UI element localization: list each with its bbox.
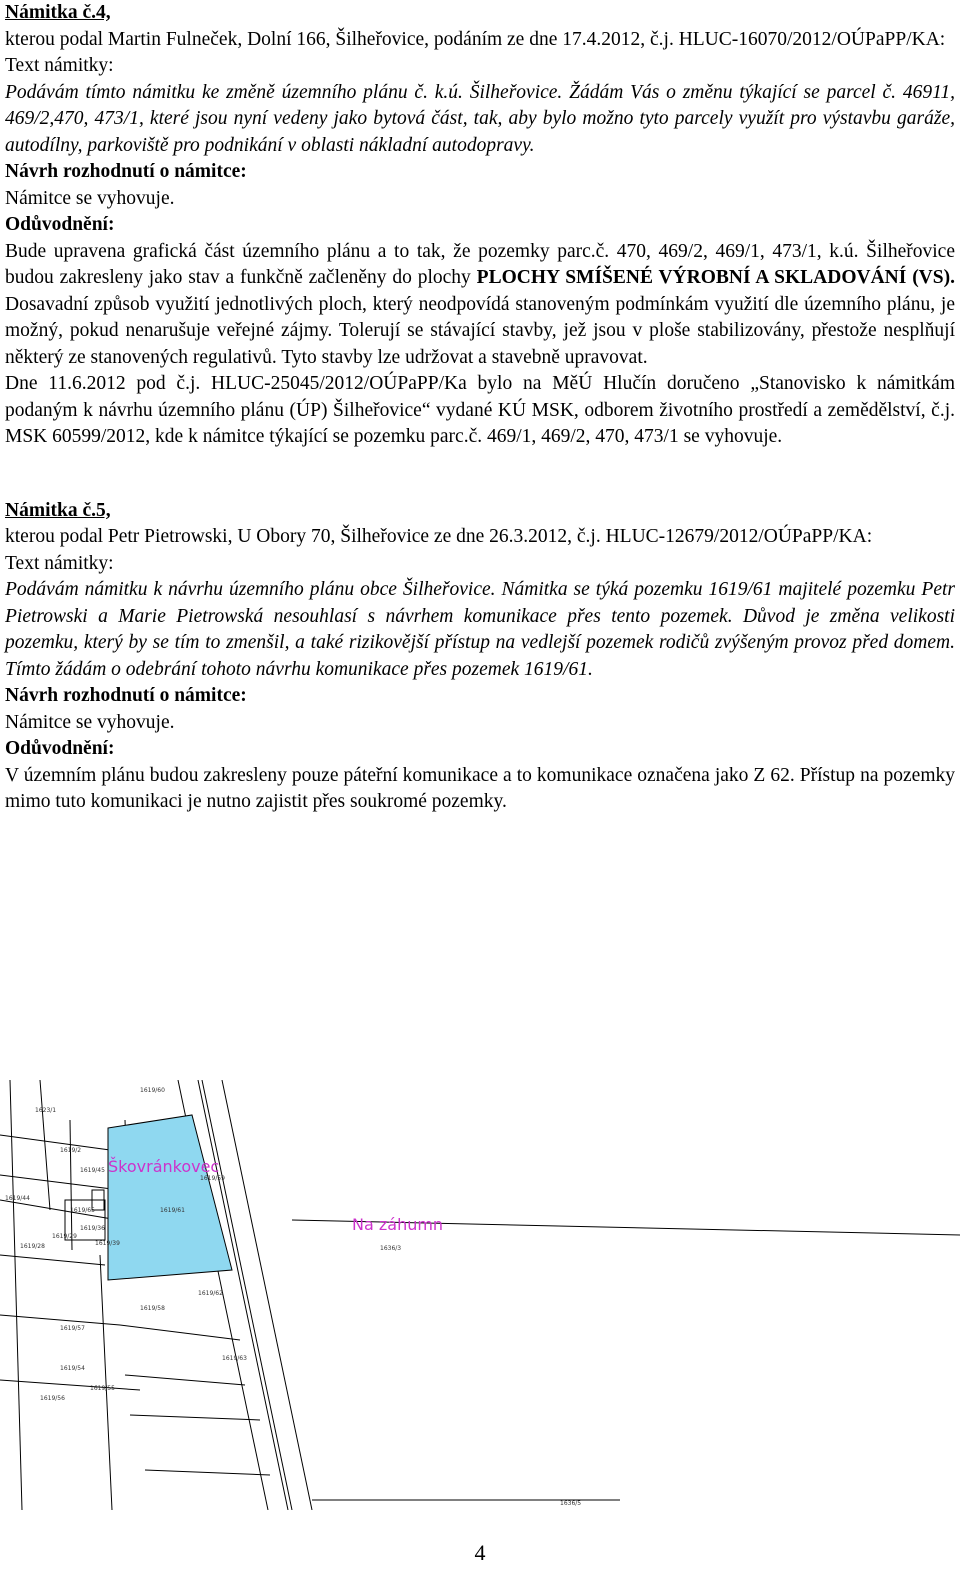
- parcel-label: 1619/61: [160, 1207, 185, 1214]
- parcel-label: 1619/58: [140, 1305, 165, 1312]
- parcel-label: 1619/2: [60, 1147, 82, 1154]
- parcel-label: 1636/3: [380, 1245, 402, 1252]
- objection-5-heading: Námitka č.5,: [5, 499, 111, 521]
- parcel-label: 1619/54: [60, 1365, 85, 1372]
- objection-4-reason: Bude upravena grafická část územního plánu a to tak, že pozemky parc.č. 470, 469/2, 469/1, 473/1, k.ú. Šilheřovice budou zakresleny jako stav a funkčně začleněny do plochy PLOCHY SMÍŠENÉ VÝROBNÍ A SKLADOVÁNÍ (VS). Dosavadní způsob využití jednotlivých ploch, který neodpovídá stanoveným podmínkám využití dle územního plánu, je možný, pokud nenarušuje veřejné zájmy. Tolerují se stávající stavby, jež jsou v ploše stabilizovány, přestože nesplňují některý ze stanovených regulativů. Tyto stavby lze udržovat a stavebně upravovat.: [5, 240, 955, 368]
- highlighted-parcel: [108, 1115, 232, 1280]
- parcel-label: 1619/57: [60, 1325, 85, 1332]
- parcel-label: 1619/29: [52, 1233, 77, 1240]
- parcel-label: 1619/28: [20, 1243, 45, 1250]
- objection-5-text-label: Text námitky:: [5, 552, 114, 574]
- parcel-label: 1623/1: [35, 1107, 57, 1114]
- objection-4-heading: Námitka č.4,: [5, 2, 111, 23]
- cadastral-map: [0, 1080, 960, 1510]
- map-label-field: Na záhumn: [352, 1215, 444, 1234]
- map-label-road: Škovránkovec: [108, 1157, 220, 1176]
- parcel-label: 1619/63: [222, 1355, 247, 1362]
- objection-5-submitter: kterou podal Petr Pietrowski, U Obory 70, Šilheřovice ze dne 26.3.2012, č.j. HLUC-12679/2012/OÚPaPP/KA:: [5, 526, 873, 547]
- parcel-label: 1619/55: [90, 1385, 115, 1392]
- parcel-label: 1619/56: [40, 1395, 65, 1402]
- objection-4-submitter: kterou podal Martin Fulneček, Dolní 166, Šilheřovice, podáním ze dne 17.4.2012, č.j. HLUC-16070/2012/OÚPaPP/KA:: [5, 28, 946, 50]
- page-number: 4: [474, 1540, 486, 1565]
- objection-4-reason-label: Odůvodnění:: [5, 214, 115, 235]
- objection-5-reason-label: Odůvodnění:: [5, 738, 115, 759]
- objection-4-decision: Námitce se vyhovuje.: [5, 187, 175, 209]
- parcel-label: 1636/5: [560, 1500, 582, 1507]
- parcel-label: 1619/44: [5, 1195, 30, 1202]
- parcel-label: 1619/36: [80, 1225, 105, 1232]
- parcel-label: 1619/45: [80, 1167, 105, 1174]
- parcel-label: 1619/62: [198, 1290, 223, 1297]
- parcel-label: 1619/39: [95, 1240, 120, 1247]
- parcel-label: 1619/60: [140, 1087, 165, 1094]
- objection-4-text: Podávám tímto námitku ke změně územního plánu č. k.ú. Šilheřovice. Žádám Vás o změnu týkající se parcel č. 46911, 469/2,470, 473/1, které jsou nyní vedeny jako bytová část, tak, aby bylo možno tyto parcely využít pro výstavbu garáže, autodílny, parkoviště pro podnikání v oblasti nákladní autodopravy.: [5, 81, 955, 156]
- objection-5-decision: Námitce se vyhovuje.: [5, 711, 175, 733]
- objection-5-text: Podávám námitku k návrhu územního plánu obce Šilheřovice. Námitka se týká pozemku 1619/61 majitelé pozemku Petr Pietrowski a Marie Pietrowská nesouhlasí s návrhem komunikace přes tento pozemek. Důvod je změna velikosti pozemku, který by se tím to zmenšil, a také rizikovější přístup na vedlejší pozemek rodičů zvýšeným provoz před domem. Tímto žádám o odebrání tohoto návrhu komunikace přes pozemek 1619/61.: [5, 579, 955, 680]
- document-page: [5, 0, 955, 816]
- objection-4-reason-statement: Dne 11.6.2012 pod č.j. HLUC-25045/2012/OÚPaPP/Ka bylo na MěÚ Hlučín doručeno „Stanovisko k námitkám podaným k návrhu územního plánu (ÚP) Šilheřovice“ vydané KÚ MSK, odborem životního prostředí a zemědělství, č.j. MSK 60599/2012, kde k námitce týkající se pozemku parc.č. 469/1, 469/2, 470, 473/1 se vyhovuje.: [5, 373, 955, 447]
- parcel-label: 1619/65: [70, 1207, 95, 1214]
- objection-4-text-label: Text námitky:: [5, 55, 114, 76]
- objection-5-decision-label: Návrh rozhodnutí o námitce:: [5, 685, 247, 706]
- parcel-label: 1619/59: [200, 1175, 225, 1182]
- objection-5-reason: V územním plánu budou zakresleny pouze páteřní komunikace a to komunikace označena jako Z 62. Přístup na pozemky mimo tuto komunikaci je nutno zajistit přes soukromé pozemky.: [5, 764, 955, 812]
- objection-4-decision-label: Návrh rozhodnutí o námitce:: [5, 161, 247, 182]
